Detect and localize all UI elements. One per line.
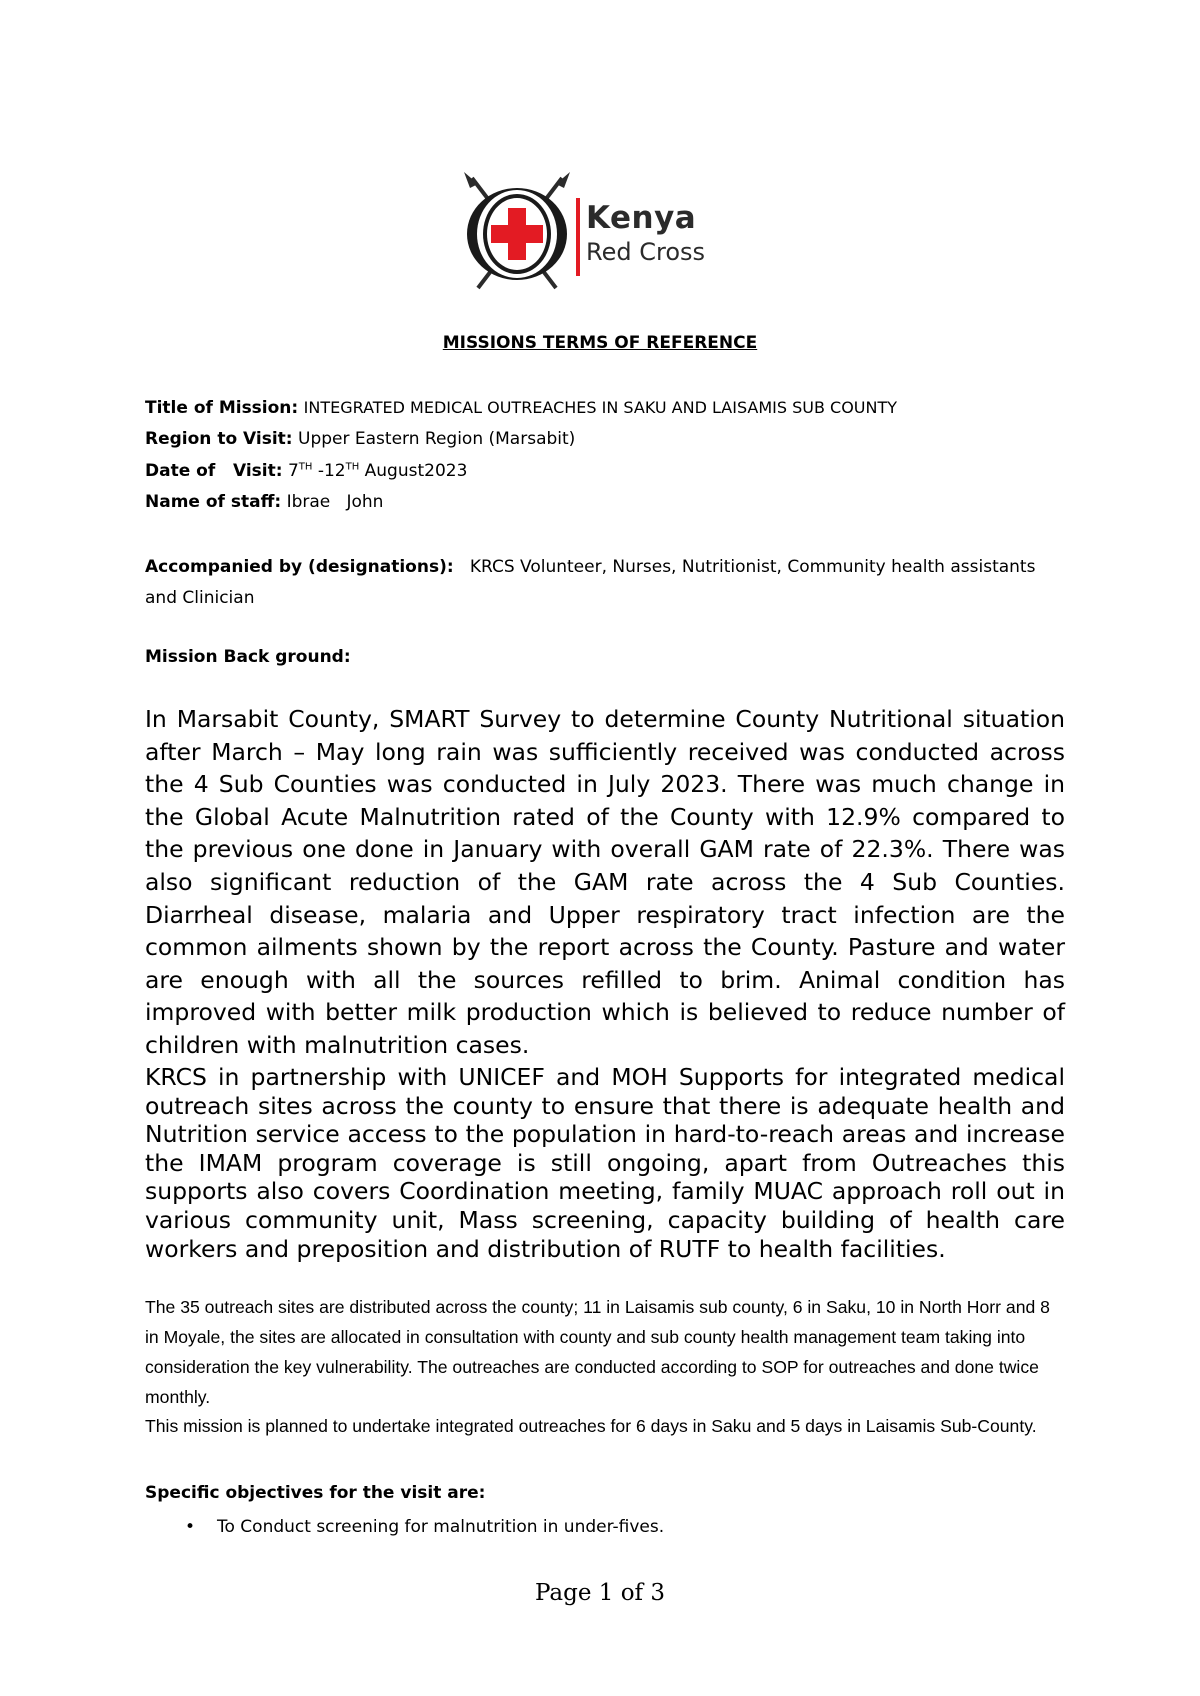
logo-divider [576, 198, 580, 276]
objectives-list [185, 1512, 664, 1542]
region-label: Region to Visit: [145, 429, 293, 449]
visit-date-start: 7 [287, 461, 299, 481]
accompanied-label: Accompanied by (designations): [145, 557, 454, 577]
staff-value: Ibrae John [286, 492, 384, 512]
visit-date-month: August2023 [359, 461, 468, 481]
visit-date-line [145, 461, 467, 481]
mission-title-label: Title of Mission: [145, 398, 299, 418]
red-cross-emblem-icon [452, 170, 582, 300]
objective-text: To Conduct screening for malnutrition in under-fives. [217, 1517, 665, 1537]
background-paragraph-1: In Marsabit County, SMART Survey to determine County Nutritional situation after March – May long rain was sufficiently received was conducted across the 4 Sub Counties was conducted in July 2023. There was much change in the Global Acute Malnutrition rated of the County with 12.9% compared to the previous one done in January with overall GAM rate of 22.3%. There was also significant reduction of the GAM rate across the 4 Sub Counties. Diarrheal disease, malaria and Upper respiratory tract infection are the common ailments shown by the report across the County. Pasture and water are enough with all the sources refilled to brim. Animal condition has improved with better milk production which is believed to reduce number of children with malnutrition cases. [145, 705, 1065, 1059]
background-paragraph-2: KRCS in partnership with UNICEF and MOH Supports for integrated medical outreach sites across the county to ensure that there is adequate health and Nutrition service access to the population in hard-to-reach areas and increase the IMAM program coverage is still ongoing, apart from Outreaches this supports also covers Coordination meeting, family MUAC approach roll out in various community unit, Mass screening, capacity building of health care workers and preposition and distribution of RUTF to health facilities. [145, 1063, 1065, 1263]
visit-date-end: -12 [312, 461, 346, 481]
visit-date-label: Date of Visit: [145, 461, 283, 481]
mission-title-value: INTEGRATED MEDICAL OUTREACHES IN SAKU AND LAISAMIS SUB COUNTY [303, 398, 898, 417]
visit-date-start-suffix: TH [298, 461, 313, 473]
region-line [145, 429, 575, 449]
page-number: Page 1 of 3 [534, 1580, 666, 1606]
accompanied-by [145, 552, 1065, 614]
staff-label: Name of staff: [145, 492, 282, 512]
logo-subtitle: Red Cross [586, 238, 706, 266]
objectives-heading: Specific objectives for the visit are: [145, 1483, 486, 1503]
document-title: MISSIONS TERMS OF REFERENCE [442, 333, 758, 353]
region-value: Upper Eastern Region (Marsabit) [298, 429, 576, 449]
background-heading: Mission Back ground: [145, 647, 351, 667]
list-item [185, 1512, 664, 1542]
visit-date-end-suffix: TH [345, 461, 360, 473]
background-paragraph-4: This mission is planned to undertake integrated outreaches for 6 days in Saku and 5 days in Laisamis Sub-County. [145, 1416, 1037, 1436]
staff-line [145, 492, 383, 512]
bullet-icon: • [185, 1517, 196, 1537]
background-paragraph-3: The 35 outreach sites are distributed across the county; 11 in Laisamis sub county, 6 in Saku, 10 in North Horr and 8 in Moyale, the sites are allocated in consultation with county and sub county health management team taking into consideration the key vulnerability. The outreaches are conducted according to SOP for outreaches and done twice monthly. [145, 1297, 1050, 1407]
kenya-red-cross-logo [452, 170, 752, 300]
logo-name: Kenya [586, 200, 697, 236]
mission-title-line [145, 398, 897, 418]
accompanied-value: KRCS Volunteer, Nurses, Nutritionist, Community health assistants and Clinician [145, 557, 1036, 608]
